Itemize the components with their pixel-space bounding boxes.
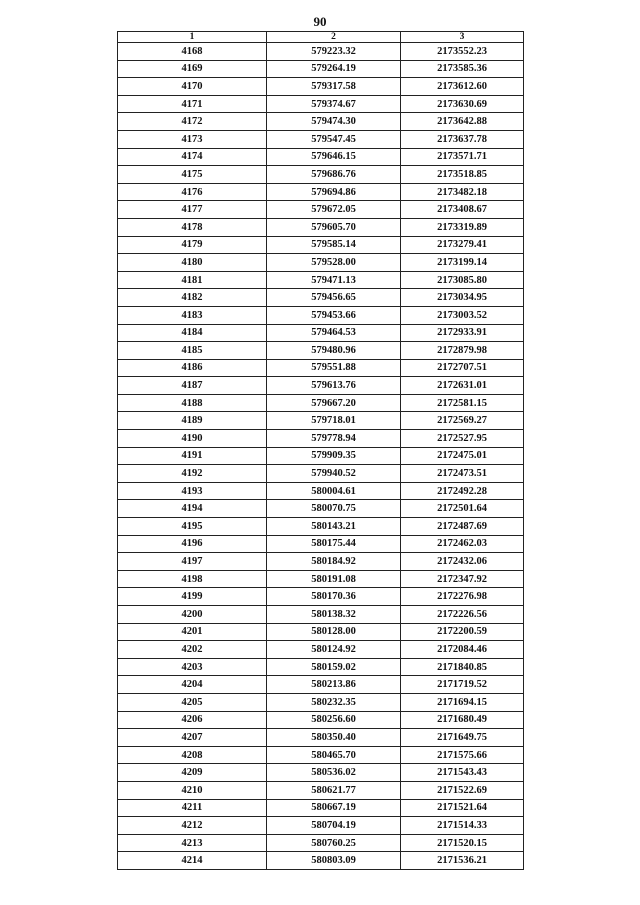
x-coordinate-cell: 579694.86 <box>267 183 401 201</box>
point-number-cell: 4206 <box>118 711 267 729</box>
y-coordinate-cell: 2172933.91 <box>401 324 524 342</box>
x-coordinate-cell: 580803.09 <box>267 852 401 870</box>
y-coordinate-cell: 2172527.95 <box>401 430 524 448</box>
x-coordinate-cell: 579453.66 <box>267 306 401 324</box>
x-coordinate-cell: 580191.08 <box>267 570 401 588</box>
point-number-cell: 4180 <box>118 254 267 272</box>
table-row <box>118 570 524 588</box>
point-number-cell: 4191 <box>118 447 267 465</box>
table-row <box>118 342 524 360</box>
point-number-cell: 4179 <box>118 236 267 254</box>
x-coordinate-cell: 580621.77 <box>267 781 401 799</box>
table-row <box>118 606 524 624</box>
table-row <box>118 60 524 78</box>
y-coordinate-cell: 2173612.60 <box>401 78 524 96</box>
x-coordinate-cell: 580256.60 <box>267 711 401 729</box>
table-row <box>118 852 524 870</box>
point-number-cell: 4198 <box>118 570 267 588</box>
table-row <box>118 130 524 148</box>
table-row <box>118 95 524 113</box>
point-number-cell: 4184 <box>118 324 267 342</box>
table-row <box>118 518 524 536</box>
y-coordinate-cell: 2171521.64 <box>401 799 524 817</box>
x-coordinate-cell: 579547.45 <box>267 130 401 148</box>
x-coordinate-cell: 580004.61 <box>267 482 401 500</box>
point-number-cell: 4188 <box>118 394 267 412</box>
x-coordinate-cell: 580184.92 <box>267 553 401 571</box>
y-coordinate-cell: 2173637.78 <box>401 130 524 148</box>
point-number-cell: 4210 <box>118 781 267 799</box>
point-number-cell: 4174 <box>118 148 267 166</box>
point-number-cell: 4173 <box>118 130 267 148</box>
table-row <box>118 306 524 324</box>
y-coordinate-cell: 2172487.69 <box>401 518 524 536</box>
point-number-cell: 4209 <box>118 764 267 782</box>
point-number-cell: 4175 <box>118 166 267 184</box>
point-number-cell: 4176 <box>118 183 267 201</box>
table-row <box>118 271 524 289</box>
x-coordinate-cell: 579264.19 <box>267 60 401 78</box>
table-row <box>118 447 524 465</box>
point-number-cell: 4214 <box>118 852 267 870</box>
table-body <box>118 43 524 870</box>
coordinates-table-container <box>117 31 523 870</box>
y-coordinate-cell: 2172432.06 <box>401 553 524 571</box>
table-row <box>118 535 524 553</box>
table-row <box>118 711 524 729</box>
y-coordinate-cell: 2172569.27 <box>401 412 524 430</box>
table-row <box>118 201 524 219</box>
x-coordinate-cell: 580159.02 <box>267 658 401 676</box>
x-coordinate-cell: 579585.14 <box>267 236 401 254</box>
y-coordinate-cell: 2171840.85 <box>401 658 524 676</box>
y-coordinate-cell: 2171649.75 <box>401 729 524 747</box>
table-row <box>118 166 524 184</box>
point-number-cell: 4185 <box>118 342 267 360</box>
x-coordinate-cell: 580128.00 <box>267 623 401 641</box>
point-number-cell: 4202 <box>118 641 267 659</box>
table-row <box>118 553 524 571</box>
table-row <box>118 113 524 131</box>
x-coordinate-cell: 579940.52 <box>267 465 401 483</box>
x-coordinate-cell: 579528.00 <box>267 254 401 272</box>
point-number-cell: 4190 <box>118 430 267 448</box>
y-coordinate-cell: 2173003.52 <box>401 306 524 324</box>
table-row <box>118 588 524 606</box>
x-coordinate-cell: 579223.32 <box>267 43 401 61</box>
y-coordinate-cell: 2172473.51 <box>401 465 524 483</box>
table-row <box>118 500 524 518</box>
x-coordinate-cell: 580536.02 <box>267 764 401 782</box>
point-number-cell: 4186 <box>118 359 267 377</box>
x-coordinate-cell: 579646.15 <box>267 148 401 166</box>
table-row <box>118 781 524 799</box>
table-row <box>118 658 524 676</box>
y-coordinate-cell: 2172462.03 <box>401 535 524 553</box>
y-coordinate-cell: 2171694.15 <box>401 693 524 711</box>
y-coordinate-cell: 2172475.01 <box>401 447 524 465</box>
x-coordinate-cell: 580070.75 <box>267 500 401 518</box>
y-coordinate-cell: 2173482.18 <box>401 183 524 201</box>
x-coordinate-cell: 580138.32 <box>267 606 401 624</box>
x-coordinate-cell: 580232.35 <box>267 693 401 711</box>
point-number-cell: 4193 <box>118 482 267 500</box>
x-coordinate-cell: 579778.94 <box>267 430 401 448</box>
x-coordinate-cell: 580667.19 <box>267 799 401 817</box>
table-row <box>118 218 524 236</box>
coordinates-table <box>117 31 524 870</box>
table-row <box>118 254 524 272</box>
table-row <box>118 641 524 659</box>
x-coordinate-cell: 579480.96 <box>267 342 401 360</box>
point-number-cell: 4201 <box>118 623 267 641</box>
x-coordinate-cell: 580143.21 <box>267 518 401 536</box>
y-coordinate-cell: 2172276.98 <box>401 588 524 606</box>
y-coordinate-cell: 2172347.92 <box>401 570 524 588</box>
y-coordinate-cell: 2173642.88 <box>401 113 524 131</box>
x-coordinate-cell: 580760.25 <box>267 834 401 852</box>
point-number-cell: 4169 <box>118 60 267 78</box>
point-number-cell: 4189 <box>118 412 267 430</box>
x-coordinate-cell: 579551.88 <box>267 359 401 377</box>
y-coordinate-cell: 2171543.43 <box>401 764 524 782</box>
y-coordinate-cell: 2173518.85 <box>401 166 524 184</box>
table-row <box>118 482 524 500</box>
y-coordinate-cell: 2173408.67 <box>401 201 524 219</box>
y-coordinate-cell: 2172631.01 <box>401 377 524 395</box>
point-number-cell: 4212 <box>118 817 267 835</box>
table-row <box>118 148 524 166</box>
table-row <box>118 289 524 307</box>
y-coordinate-cell: 2172084.46 <box>401 641 524 659</box>
x-coordinate-cell: 580465.70 <box>267 746 401 764</box>
y-coordinate-cell: 2171680.49 <box>401 711 524 729</box>
x-coordinate-cell: 580170.36 <box>267 588 401 606</box>
point-number-cell: 4177 <box>118 201 267 219</box>
point-number-cell: 4195 <box>118 518 267 536</box>
table-row <box>118 623 524 641</box>
point-number-cell: 4203 <box>118 658 267 676</box>
table-row <box>118 377 524 395</box>
point-number-cell: 4205 <box>118 693 267 711</box>
table-row <box>118 78 524 96</box>
table-row <box>118 43 524 61</box>
point-number-cell: 4208 <box>118 746 267 764</box>
y-coordinate-cell: 2171522.69 <box>401 781 524 799</box>
y-coordinate-cell: 2171514.33 <box>401 817 524 835</box>
y-coordinate-cell: 2172492.28 <box>401 482 524 500</box>
point-number-cell: 4204 <box>118 676 267 694</box>
x-coordinate-cell: 580704.19 <box>267 817 401 835</box>
table-row <box>118 693 524 711</box>
point-number-cell: 4194 <box>118 500 267 518</box>
y-coordinate-cell: 2173319.89 <box>401 218 524 236</box>
y-coordinate-cell: 2172879.98 <box>401 342 524 360</box>
table-row <box>118 834 524 852</box>
point-number-cell: 4172 <box>118 113 267 131</box>
point-number-cell: 4181 <box>118 271 267 289</box>
x-coordinate-cell: 579474.30 <box>267 113 401 131</box>
x-coordinate-cell: 579718.01 <box>267 412 401 430</box>
point-number-cell: 4168 <box>118 43 267 61</box>
table-row <box>118 465 524 483</box>
point-number-cell: 4187 <box>118 377 267 395</box>
y-coordinate-cell: 2172226.56 <box>401 606 524 624</box>
x-coordinate-cell: 579464.53 <box>267 324 401 342</box>
x-coordinate-cell: 579456.65 <box>267 289 401 307</box>
point-number-cell: 4171 <box>118 95 267 113</box>
point-number-cell: 4207 <box>118 729 267 747</box>
point-number-cell: 4192 <box>118 465 267 483</box>
x-coordinate-cell: 580213.86 <box>267 676 401 694</box>
x-coordinate-cell: 580175.44 <box>267 535 401 553</box>
table-row <box>118 764 524 782</box>
table-row <box>118 817 524 835</box>
y-coordinate-cell: 2171575.66 <box>401 746 524 764</box>
y-coordinate-cell: 2173279.41 <box>401 236 524 254</box>
x-coordinate-cell: 579672.05 <box>267 201 401 219</box>
point-number-cell: 4196 <box>118 535 267 553</box>
y-coordinate-cell: 2172707.51 <box>401 359 524 377</box>
x-coordinate-cell: 580124.92 <box>267 641 401 659</box>
y-coordinate-cell: 2171536.21 <box>401 852 524 870</box>
y-coordinate-cell: 2172501.64 <box>401 500 524 518</box>
y-coordinate-cell: 2173630.69 <box>401 95 524 113</box>
column-header-2: 2 <box>267 32 401 43</box>
y-coordinate-cell: 2173585.36 <box>401 60 524 78</box>
point-number-cell: 4211 <box>118 799 267 817</box>
column-header-3: 3 <box>401 32 524 43</box>
y-coordinate-cell: 2172581.15 <box>401 394 524 412</box>
table-row <box>118 799 524 817</box>
point-number-cell: 4197 <box>118 553 267 571</box>
y-coordinate-cell: 2173552.23 <box>401 43 524 61</box>
table-row <box>118 359 524 377</box>
point-number-cell: 4200 <box>118 606 267 624</box>
point-number-cell: 4183 <box>118 306 267 324</box>
column-header-1: 1 <box>118 32 267 43</box>
y-coordinate-cell: 2171520.15 <box>401 834 524 852</box>
x-coordinate-cell: 580350.40 <box>267 729 401 747</box>
table-row <box>118 676 524 694</box>
table-row <box>118 430 524 448</box>
table-row <box>118 746 524 764</box>
point-number-cell: 4199 <box>118 588 267 606</box>
x-coordinate-cell: 579317.58 <box>267 78 401 96</box>
page-number: 90 <box>313 14 327 29</box>
x-coordinate-cell: 579613.76 <box>267 377 401 395</box>
x-coordinate-cell: 579374.67 <box>267 95 401 113</box>
x-coordinate-cell: 579686.76 <box>267 166 401 184</box>
table-row <box>118 324 524 342</box>
x-coordinate-cell: 579667.20 <box>267 394 401 412</box>
point-number-cell: 4178 <box>118 218 267 236</box>
table-row <box>118 183 524 201</box>
y-coordinate-cell: 2173085.80 <box>401 271 524 289</box>
table-row <box>118 236 524 254</box>
x-coordinate-cell: 579605.70 <box>267 218 401 236</box>
y-coordinate-cell: 2172200.59 <box>401 623 524 641</box>
y-coordinate-cell: 2173034.95 <box>401 289 524 307</box>
x-coordinate-cell: 579909.35 <box>267 447 401 465</box>
point-number-cell: 4170 <box>118 78 267 96</box>
point-number-cell: 4182 <box>118 289 267 307</box>
table-row <box>118 394 524 412</box>
x-coordinate-cell: 579471.13 <box>267 271 401 289</box>
header-row <box>118 32 524 43</box>
y-coordinate-cell: 2173571.71 <box>401 148 524 166</box>
point-number-cell: 4213 <box>118 834 267 852</box>
y-coordinate-cell: 2173199.14 <box>401 254 524 272</box>
table-row <box>118 412 524 430</box>
table-row <box>118 729 524 747</box>
y-coordinate-cell: 2171719.52 <box>401 676 524 694</box>
table-header <box>118 32 524 43</box>
